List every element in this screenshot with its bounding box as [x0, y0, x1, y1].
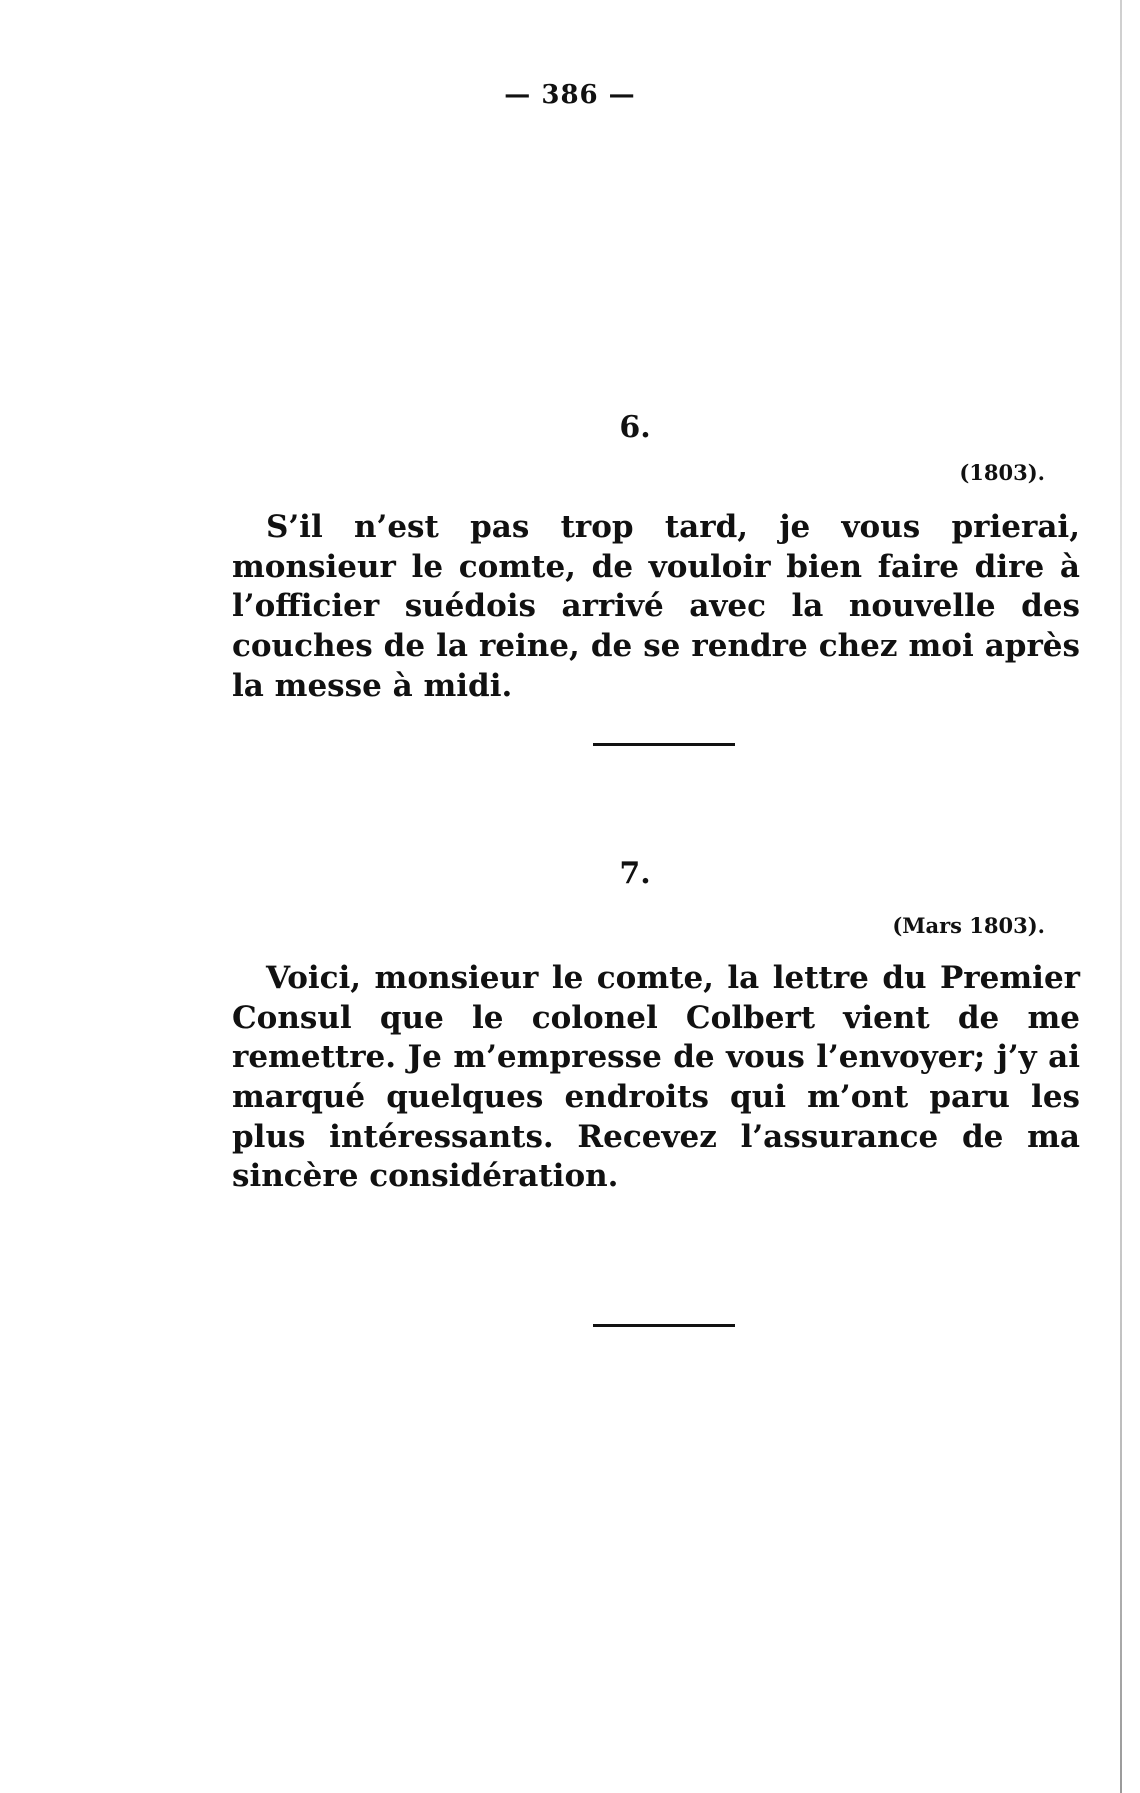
section-separator — [593, 743, 735, 746]
letter-number: 6. — [619, 410, 651, 445]
letter-number: 7. — [619, 856, 651, 891]
page-edge — [1120, 0, 1122, 1793]
page-number: — 386 — — [504, 80, 636, 110]
letter-date: (Mars 1803). — [892, 913, 1045, 938]
letter-date: (1803). — [959, 460, 1045, 485]
letter-body: Voici, monsieur le comte, la lettre du Premier Consul que le colonel Colbert vient de me remettre. Je m’empresse de vous l’envoyer; j’y ai marqué quelques endroits qui m’ont paru les plus intéressants. Recevez l’assurance de ma sincère considération. — [232, 960, 1080, 1195]
section-separator — [593, 1324, 735, 1327]
letter-body: S’il n’est pas trop tard, je vous prierai, monsieur le comte, de vouloir bien faire dire à l’officier suédois arrivé avec la nouvelle des couches de la reine, de se rendre chez moi après la messe à midi. — [232, 509, 1080, 704]
